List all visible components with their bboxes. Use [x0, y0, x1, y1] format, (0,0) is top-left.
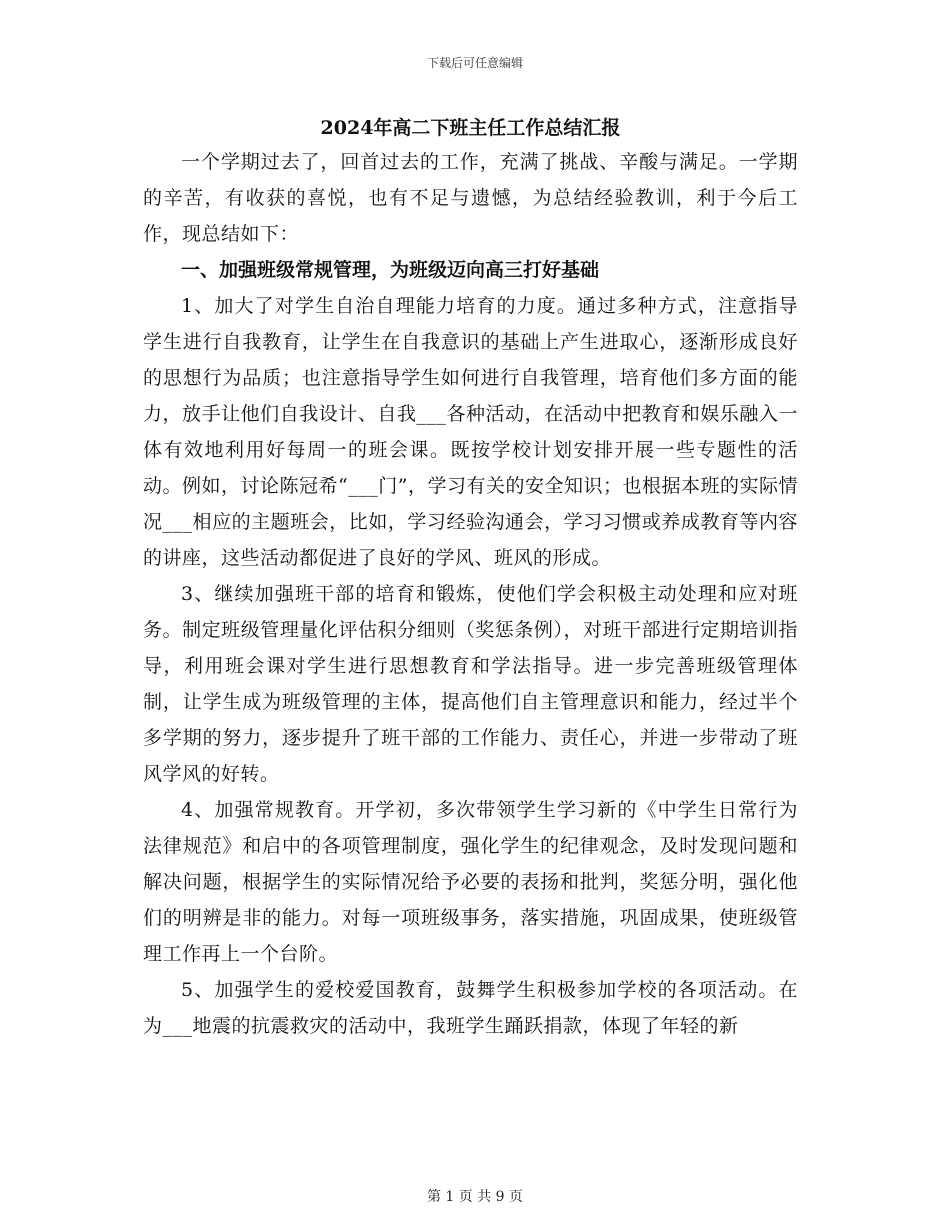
section-heading: 一、加强班级常规管理，为班级迈向高三打好基础 [181, 259, 600, 281]
intro-paragraph: 一个学期过去了，回首过去的工作，充满了挑战、辛酸与满足。一学期的辛苦，有收获的喜悦，也有不足与遗憾，为总结经验教训，利于今后工作，现总结如下： [143, 151, 798, 245]
page-number: 第 1 页 共 9 页 [426, 1189, 524, 1205]
header-note: 下载后可任意编辑 [426, 56, 523, 70]
paragraph-1: 1、加大了对学生自治自理能力培育的力度。通过多种方式，注意指导学生进行自我教育，让学生在自我意识的基础上产生进取心，逐渐形成良好的思想行为品质；也注意指导学生如何进行自我管理，培育他们多方面的能力，放手让他们自我设计、自我___各种活动，在活动中把教育和娱乐融入一体有效地利用好每周一的班会课。既按学校计划安排开展一些专题性的活动。例如，讨论陈冠希“___门”，学习有关的安全知识；也根据本班的实际情况___相应的主题班会，比如，学习经验沟通会，学习习惯或养成教育等内容的讲座，这些活动都促进了良好的学风、班风的形成。 [143, 295, 798, 569]
paragraph-5: 5、加强学生的爱校爱国教育，鼓舞学生积极参加学校的各项活动。在为___地震的抗震救灾的活动中，我班学生踊跃捐款，体现了年轻的新 [143, 979, 798, 1037]
paragraph-3: 3、继续加强班干部的培育和锻炼，使他们学会积极主动处理和应对班务。制定班级管理量化评估积分细则（奖惩条例），对班干部进行定期培训指导，利用班会课对学生进行思想教育和学法指导。进一步完善班级管理体制，让学生成为班级管理的主体，提高他们自主管理意识和能力，经过半个多学期的努力，逐步提升了班干部的工作能力、责任心，并进一步带动了班风学风的好转。 [143, 583, 798, 785]
document-body [143, 112, 798, 1044]
document-title: 2024年高二下班主任工作总结汇报 [320, 117, 621, 139]
paragraph-4: 4、加强常规教育。开学初，多次带领学生学习新的《中学生日常行为法律规范》和启中的各项管理制度，强化学生的纪律观念，及时发现问题和解决问题，根据学生的实际情况给予必要的表扬和批判，奖惩分明，强化他们的明辨是非的能力。对每一项班级事务，落实措施，巩固成果，使班级管理工作再上一个台阶。 [143, 799, 798, 965]
